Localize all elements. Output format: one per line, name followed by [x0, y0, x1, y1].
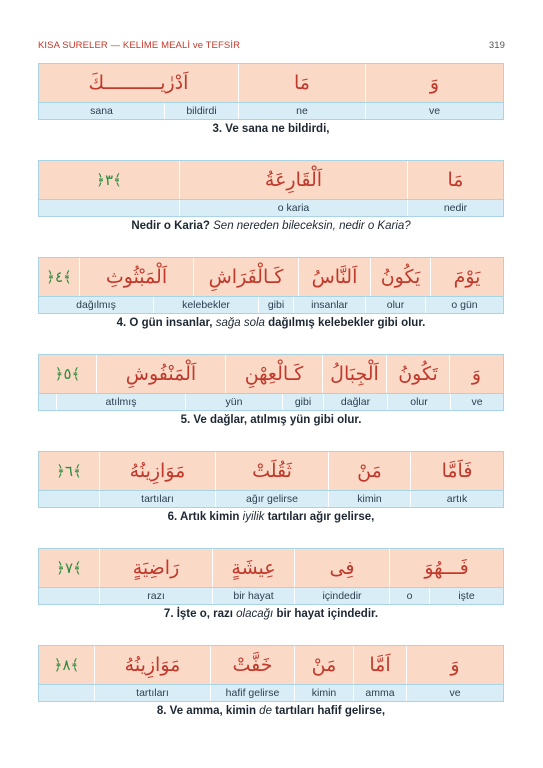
translation-text: 4. O gün insanlar, — [116, 317, 216, 329]
translation-cell — [164, 103, 238, 119]
verse-block — [38, 645, 504, 717]
arabic-row — [38, 354, 504, 394]
translation-word: razı — [147, 590, 165, 602]
translation-word: ağır gelirse — [246, 493, 298, 505]
translation-text: 7. İşte o, razı — [163, 608, 237, 620]
arabic-word-cell — [370, 258, 430, 296]
verse-block — [38, 257, 504, 329]
translation-cell — [425, 297, 503, 313]
arabic-word: فَاَمَّا — [441, 460, 473, 482]
ayah-number-cell — [39, 452, 99, 490]
verse-block — [38, 451, 504, 523]
arabic-row — [38, 160, 504, 200]
verse-block — [38, 548, 504, 620]
translation-cell — [406, 685, 503, 701]
translation-word: gibi — [294, 396, 312, 408]
arabic-word-cell — [328, 452, 410, 490]
translation-cell — [365, 103, 503, 119]
arabic-row — [38, 451, 504, 491]
translation-text: tartıları ağır gelirse, — [264, 511, 375, 523]
translation-cell — [353, 685, 406, 701]
arabic-word: تَكُونُ — [398, 363, 438, 385]
arabic-word-cell — [406, 646, 503, 684]
translation-cell — [99, 588, 212, 604]
translation-text: dağılmış kelebekler gibi olur. — [264, 317, 426, 329]
ayah-number-cell — [39, 258, 79, 296]
ayah-number-cell — [39, 355, 96, 393]
arabic-word-cell — [99, 549, 212, 587]
translation-text: Sen nereden bileceksin, nedir o Karia? — [213, 220, 411, 232]
translation-word: ne — [296, 105, 308, 117]
arabic-word: مَا — [294, 72, 310, 94]
translation-word: o gün — [451, 299, 478, 311]
ayah-number-cell — [39, 646, 94, 684]
ayah-number-cell — [39, 161, 179, 199]
translation-text: 8. Ve amma, kimin — [156, 705, 260, 717]
arabic-word: وَ — [471, 363, 482, 385]
translation-text: olacağı — [236, 608, 274, 620]
verse-block — [38, 354, 504, 426]
page-header — [38, 40, 505, 56]
translation-cell — [99, 491, 215, 507]
ayah-number: ﴿٦﴾ — [56, 462, 82, 480]
arabic-word: اَلْمَبْثُوثِ — [105, 266, 168, 288]
arabic-word-cell — [99, 452, 215, 490]
translation-word: nedir — [443, 202, 468, 214]
translation-cell — [429, 588, 503, 604]
arabic-word: رَاضِيَةٍ — [132, 557, 180, 579]
arabic-word: فِى — [329, 557, 355, 579]
verse-block — [38, 160, 504, 232]
translation-spacer — [39, 200, 179, 216]
translation-text: iyilik — [242, 511, 265, 523]
arabic-word: اَلْقَارِعَةُ — [264, 169, 323, 191]
verse-translation — [38, 123, 504, 135]
translation-text: sağa sola — [215, 317, 265, 329]
arabic-word: عِيشَةٍ — [231, 557, 276, 579]
arabic-word: مَا — [447, 169, 464, 191]
translation-cell — [210, 685, 294, 701]
verse-translation — [38, 705, 504, 717]
arabic-word-cell — [298, 258, 370, 296]
translation-word: bir hayat — [233, 590, 274, 602]
arabic-row — [38, 645, 504, 685]
translation-word: bildirdi — [186, 105, 217, 117]
arabic-row — [38, 257, 504, 297]
translation-cell — [185, 394, 282, 410]
arabic-word: اَلْجِبَالُ — [330, 363, 379, 385]
translation-word: kimin — [357, 493, 382, 505]
arabic-word: ثَقُلَتْ — [252, 460, 292, 482]
translation-spacer — [39, 588, 99, 604]
translation-word: ve — [428, 105, 441, 117]
verse-block — [38, 63, 504, 135]
translation-cell — [39, 297, 153, 313]
arabic-word-cell — [365, 64, 503, 102]
translation-spacer — [39, 491, 99, 507]
translation-cell — [39, 103, 164, 119]
translation-row — [38, 491, 504, 508]
translation-row — [38, 103, 504, 120]
translation-row — [38, 200, 504, 217]
arabic-word-cell — [215, 452, 328, 490]
ayah-number: ﴿٥﴾ — [54, 365, 81, 383]
translation-word: olur — [410, 396, 428, 408]
translation-word: amma — [365, 687, 395, 699]
arabic-word-cell — [449, 355, 503, 393]
translation-row — [38, 297, 504, 314]
translation-word: tartıları — [141, 493, 174, 505]
arabic-word-cell — [322, 355, 386, 393]
verse-translation — [38, 511, 504, 523]
ayah-number: ﴿٧﴾ — [56, 559, 82, 577]
arabic-word-cell — [386, 355, 449, 393]
arabic-word: مَوَازِينُهُ — [124, 654, 181, 676]
translation-word: atılmış — [105, 396, 137, 408]
translation-row — [38, 588, 504, 605]
arabic-word-cell — [212, 549, 294, 587]
translation-word: tartıları — [136, 687, 169, 699]
translation-cell — [94, 685, 210, 701]
running-title: KISA SURELER — KELİME MEALİ ve TEFSİR — [38, 40, 241, 51]
translation-word: artık — [446, 493, 468, 505]
arabic-word: كَـالْفَرَاشِ — [208, 266, 284, 288]
arabic-word: اَمَّا — [369, 654, 391, 676]
translation-cell — [410, 491, 503, 507]
ayah-number: ﴿٨﴾ — [53, 656, 80, 674]
arabic-word-cell — [294, 549, 389, 587]
translation-cell — [293, 297, 365, 313]
translation-cell — [387, 394, 450, 410]
arabic-word-cell — [353, 646, 406, 684]
verse-translation — [38, 414, 504, 426]
translation-word: dağlar — [340, 396, 371, 408]
ayah-number: ﴿٣﴾ — [96, 171, 122, 189]
translation-row — [38, 394, 504, 411]
arabic-word: وَ — [429, 72, 440, 94]
arabic-word: يَوْمَ — [453, 266, 481, 288]
translation-cell — [153, 297, 258, 313]
arabic-word-cell — [407, 161, 503, 199]
arabic-word-cell — [94, 646, 210, 684]
arabic-word: مَوَازِينُهُ — [129, 460, 186, 482]
translation-cell — [238, 103, 365, 119]
translation-word: içindedir — [322, 590, 362, 602]
arabic-row — [38, 63, 504, 103]
translation-word: kimin — [311, 687, 337, 699]
translation-cell — [407, 200, 503, 216]
arabic-word: فَـــهُوَ — [424, 557, 469, 579]
translation-word: ve — [471, 396, 483, 408]
arabic-word-cell — [193, 258, 298, 296]
translation-cell — [323, 394, 387, 410]
translation-cell — [294, 685, 353, 701]
translation-cell — [56, 394, 185, 410]
arabic-word-cell — [39, 64, 238, 102]
arabic-word: يَكُونُ — [380, 266, 421, 288]
translation-word: hafif gelirse — [225, 687, 280, 699]
translation-word: olur — [386, 299, 405, 311]
translation-row — [38, 685, 504, 702]
translation-text: Nedir o Karia? — [131, 220, 214, 232]
translation-spacer — [39, 685, 94, 701]
translation-word: ve — [449, 687, 461, 699]
arabic-word-cell — [79, 258, 193, 296]
translation-word: işte — [458, 590, 475, 602]
arabic-word-cell — [430, 258, 503, 296]
translation-cell — [365, 297, 425, 313]
translation-text: 3. Ve sana ne bildirdi, — [212, 123, 330, 135]
arabic-word: خَفَّتْ — [232, 654, 273, 676]
translation-word: kelebekler — [182, 299, 230, 311]
translation-cell — [450, 394, 503, 410]
translation-word: o karia — [277, 202, 310, 214]
arabic-word: كَـالْعِهْنِ — [244, 363, 304, 385]
translation-text: bir hayat içindedir. — [273, 608, 379, 620]
translation-spacer — [39, 394, 56, 410]
translation-cell — [179, 200, 407, 216]
arabic-word-cell — [225, 355, 322, 393]
arabic-word: وَ — [450, 654, 460, 676]
ayah-number: ﴿٤﴾ — [46, 268, 72, 286]
page-number: 319 — [488, 40, 505, 51]
translation-text: 5. Ve dağlar, atılmış yün gibi olur. — [180, 414, 362, 426]
translation-word: gibi — [267, 299, 285, 311]
translation-word: insanlar — [311, 299, 348, 311]
translation-cell — [212, 588, 294, 604]
translation-cell — [215, 491, 328, 507]
translation-word: sana — [90, 105, 113, 117]
arabic-word: اَلنَّاسُ — [311, 266, 358, 288]
translation-cell — [282, 394, 323, 410]
translation-text: de — [259, 705, 272, 717]
translation-word: yün — [225, 396, 243, 408]
arabic-word-cell — [96, 355, 225, 393]
arabic-word: مَنْ — [357, 460, 382, 482]
translation-word: o — [406, 590, 413, 602]
arabic-word-cell — [389, 549, 503, 587]
arabic-word: اَدْرٰيــــــــــكَ — [88, 72, 189, 94]
arabic-word-cell — [410, 452, 503, 490]
verse-translation — [38, 608, 504, 620]
verse-translation — [38, 220, 504, 232]
verse-translation — [38, 317, 504, 329]
translation-cell — [328, 491, 410, 507]
translation-text: tartıları hafif gelirse, — [271, 705, 386, 717]
arabic-word-cell — [238, 64, 365, 102]
translation-cell — [389, 588, 429, 604]
ayah-number-cell — [39, 549, 99, 587]
arabic-word: اَلْمَنْفُوشِ — [125, 363, 197, 385]
arabic-word-cell — [210, 646, 294, 684]
translation-word: dağılmış — [76, 299, 116, 311]
arabic-word-cell — [179, 161, 407, 199]
translation-cell — [258, 297, 293, 313]
arabic-word: مَنْ — [311, 654, 337, 676]
arabic-word-cell — [294, 646, 353, 684]
translation-text: 6. Artık kimin — [167, 511, 243, 523]
arabic-row — [38, 548, 504, 588]
translation-cell — [294, 588, 389, 604]
